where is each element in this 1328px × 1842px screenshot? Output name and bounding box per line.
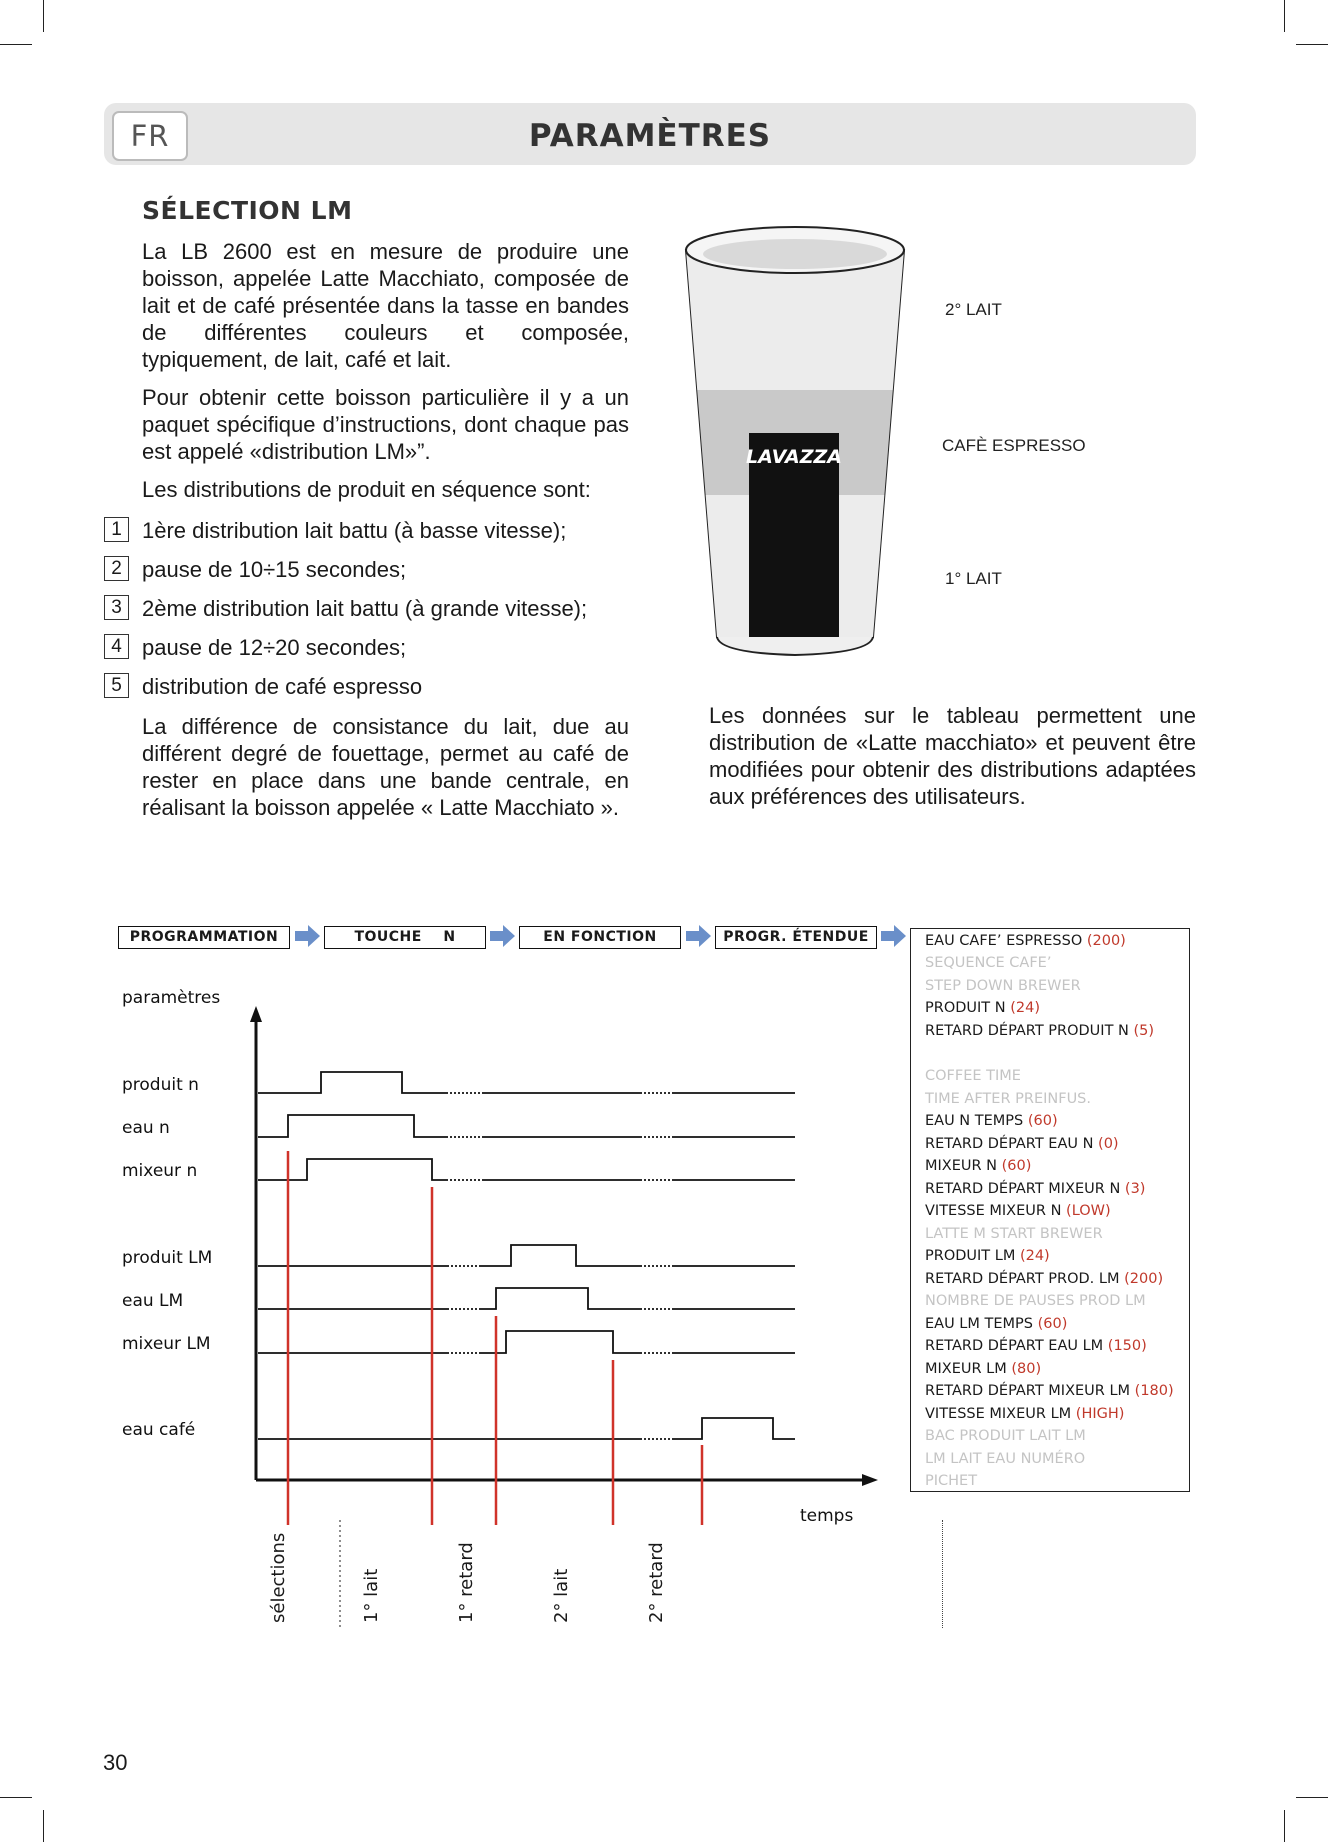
crop-mark bbox=[43, 1810, 44, 1842]
signal-trace bbox=[673, 1418, 795, 1439]
step-number: 1 bbox=[104, 517, 129, 542]
step-number: 4 bbox=[104, 634, 129, 659]
section-title: SÉLECTION LM bbox=[142, 196, 353, 225]
signal-label: eau n bbox=[122, 1118, 170, 1138]
signal-trace-eau-n bbox=[258, 1115, 446, 1137]
parameter-item: RETARD DÉPART MIXEUR N (3) bbox=[925, 1181, 1146, 1197]
parameter-item: RETARD DÉPART EAU N (0) bbox=[925, 1136, 1119, 1152]
outro-text: La différence de consistance du lait, due au différent degré de fouettage, permet au café de rester en place dans une bande centrale, en réalisant la boisson appelée « Latte Macchiato ». bbox=[142, 714, 629, 820]
step-number: 2 bbox=[104, 556, 129, 581]
flow-arrows bbox=[290, 920, 910, 954]
phase-label: 1° lait bbox=[361, 1568, 382, 1623]
timing-diagram bbox=[240, 1000, 890, 1640]
intro-paragraph: Pour obtenir cette boisson particulière il y a un paquet spécifique d’instructions, dont chaque pas est appelé «distribution LM»”. bbox=[142, 385, 629, 464]
crop-mark bbox=[1296, 44, 1328, 45]
arrow-right-icon bbox=[295, 925, 320, 947]
signal-trace bbox=[480, 1288, 640, 1309]
parameter-item: EAU N TEMPS (60) bbox=[925, 1113, 1058, 1129]
parameter-item: BAC PRODUIT LAIT LM bbox=[925, 1428, 1086, 1444]
signal-label: produit LM bbox=[122, 1248, 213, 1268]
parameter-item: PRODUIT N (24) bbox=[925, 1000, 1040, 1016]
signal-trace-produit-n bbox=[258, 1072, 446, 1093]
label-second-milk: 2° LAIT bbox=[945, 300, 1002, 319]
flow-step-en-fonction: EN FONCTION bbox=[519, 926, 681, 949]
arrow-right-icon bbox=[686, 925, 711, 947]
signal-label: produit n bbox=[122, 1075, 199, 1095]
signal-label: eau café bbox=[122, 1420, 196, 1440]
crop-mark bbox=[1296, 1797, 1328, 1798]
intro-text bbox=[142, 238, 629, 514]
intro-paragraph: La LB 2600 est en mesure de produire une boisson, appelée Latte Macchiato, composée de lait et de café présentée dans la tasse en bandes de différentes couleurs et composée, typiquement, de lait, café et lait. bbox=[142, 239, 629, 372]
parameter-item: NOMBRE DE PAUSES PROD LM bbox=[925, 1293, 1146, 1309]
y-axis-title: paramètres bbox=[122, 988, 221, 1008]
step-text: 1ère distribution lait battu (à basse vitesse); bbox=[142, 518, 567, 543]
crop-mark bbox=[43, 0, 44, 32]
arrow-right-icon bbox=[881, 925, 906, 947]
latte-glass-illustration bbox=[680, 225, 910, 665]
flow-step-progr-etendue: PROGR. ÉTENDUE bbox=[715, 926, 877, 949]
parameter-item: RETARD DÉPART PROD. LM (200) bbox=[925, 1271, 1164, 1287]
parameter-item: EAU LM TEMPS (60) bbox=[925, 1316, 1068, 1332]
label-espresso: CAFÈ ESPRESSO bbox=[942, 436, 1086, 455]
arrow-right-icon bbox=[490, 925, 515, 947]
language-badge: FR bbox=[112, 111, 188, 161]
parameter-item: VITESSE MIXEUR LM (HIGH) bbox=[925, 1406, 1125, 1422]
phase-label: sélections bbox=[268, 1532, 289, 1623]
parameter-item: LATTE M START BREWER bbox=[925, 1226, 1103, 1242]
crop-mark bbox=[0, 44, 32, 45]
flow-step-touche-n: TOUCHE N bbox=[324, 926, 486, 949]
intro-paragraph: Les distributions de produit en séquence sont: bbox=[142, 477, 591, 502]
parameter-item: RETARD DÉPART MIXEUR LM (180) bbox=[925, 1383, 1174, 1399]
parameter-item: RETARD DÉPART PRODUIT N (5) bbox=[925, 1023, 1155, 1039]
parameter-item: MIXEUR LM (80) bbox=[925, 1361, 1042, 1377]
parameter-list bbox=[910, 928, 1190, 1492]
step-number: 5 bbox=[104, 673, 129, 698]
parameter-item: TIME AFTER PREINFUS. bbox=[925, 1091, 1091, 1107]
step-text: distribution de café espresso bbox=[142, 674, 423, 699]
step-text: 2ème distribution lait battu (à grande vitesse); bbox=[142, 596, 588, 621]
signal-trace bbox=[480, 1331, 640, 1353]
x-axis-arrow bbox=[862, 1474, 878, 1486]
signal-label: mixeur LM bbox=[122, 1334, 211, 1354]
step-number: 3 bbox=[104, 595, 129, 620]
brand-logo: LAVAZZA bbox=[746, 446, 842, 468]
parameter-item: VITESSE MIXEUR N (LOW) bbox=[925, 1203, 1111, 1219]
crop-mark bbox=[1284, 0, 1285, 32]
phase-label: 1° retard bbox=[456, 1542, 477, 1623]
signal-trace-mixeur-n bbox=[258, 1159, 446, 1180]
signal-label: mixeur n bbox=[122, 1161, 198, 1181]
parameter-item: COFFEE TIME bbox=[925, 1068, 1021, 1084]
dotted-separator bbox=[942, 1520, 943, 1628]
crop-mark bbox=[0, 1797, 32, 1798]
y-axis-arrow bbox=[250, 1006, 262, 1022]
x-axis-title: temps bbox=[800, 1506, 854, 1526]
parameter-item: RETARD DÉPART EAU LM (150) bbox=[925, 1338, 1147, 1354]
parameter-item: STEP DOWN BREWER bbox=[925, 978, 1081, 994]
label-first-milk: 1° LAIT bbox=[945, 569, 1002, 588]
right-text: Les données sur le tableau permettent une distribution de «Latte macchiato» et peuvent être modifiées pour obtenir des distributions adaptées aux préférences des utilisateurs. bbox=[709, 703, 1196, 809]
phase-label: 2° retard bbox=[646, 1542, 667, 1623]
parameter-item: PRODUIT LM (24) bbox=[925, 1248, 1050, 1264]
phase-label: 2° lait bbox=[551, 1568, 572, 1623]
parameter-item: PICHET bbox=[925, 1473, 978, 1489]
parameter-item: LM LAIT EAU NUMÉRO bbox=[925, 1451, 1086, 1467]
parameter-item: MIXEUR N (60) bbox=[925, 1158, 1032, 1174]
step-text: pause de 10÷15 secondes; bbox=[142, 557, 407, 582]
page-number: 30 bbox=[103, 1750, 128, 1775]
signal-label: eau LM bbox=[122, 1291, 184, 1311]
flow-step-programmation: PROGRAMMATION bbox=[118, 926, 290, 949]
parameter-item: SEQUENCE CAFE’ bbox=[925, 955, 1052, 971]
signal-trace bbox=[480, 1245, 640, 1266]
crop-mark bbox=[1284, 1810, 1285, 1842]
step-text: pause de 12÷20 secondes; bbox=[142, 635, 407, 660]
parameter-item: EAU CAFE’ ESPRESSO (200) bbox=[925, 933, 1126, 949]
page-title: PARAMÈTRES bbox=[528, 118, 772, 154]
